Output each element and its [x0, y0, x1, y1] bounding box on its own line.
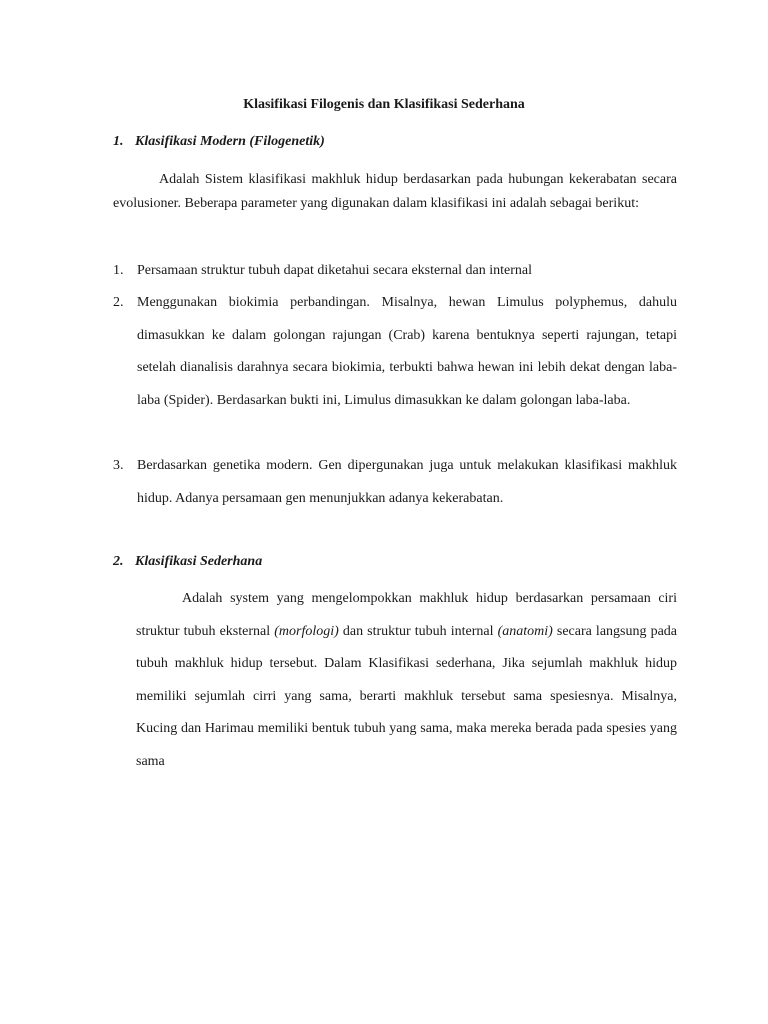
- document-title: Klasifikasi Filogenis dan Klasifikasi Sederhana: [243, 97, 525, 112]
- term-morfologi: (morfologi): [274, 623, 339, 639]
- section-number: 1.: [113, 134, 124, 149]
- paragraph-text: Adalah system yang mengelompokkan makhluk hidup berdasarkan persamaan ciri struktur tubuh eksternal: [136, 591, 677, 639]
- list-item-text: Persamaan struktur tubuh dapat diketahui secara eksternal dan internal: [137, 263, 532, 278]
- section-heading-2: [113, 554, 262, 570]
- list-item-number: 1.: [113, 263, 124, 278]
- list-item-number: 2.: [113, 295, 124, 310]
- paragraph-text: secara langsung pada tubuh makhluk hidup tersebut. Dalam Klasifikasi sederhana, Jika sejumlah makhluk hidup memiliki sejumlah cirri yang sama, berarti makhluk tersebut sama spesiesnya. Misalnya, Kucing dan Harimau memiliki bentuk tubuh yang sama, maka mereka berada pada spesies yang sama: [136, 623, 677, 769]
- list-item-number: 3.: [113, 458, 124, 473]
- list-item-text: Berdasarkan genetika modern. Gen dipergunakan juga untuk melakukan klasifikasi makhluk hidup. Adanya persamaan gen menunjukkan adanya kekerabatan.: [137, 458, 677, 506]
- section1-intro-paragraph: Adalah Sistem klasifikasi makhluk hidup berdasarkan pada hubungan kekerabatan secara evolusioner. Beberapa parameter yang digunakan dalam klasifikasi ini adalah sebagai berikut:: [113, 172, 677, 211]
- section2-paragraph: [136, 583, 677, 779]
- section-heading-1: [113, 134, 325, 150]
- paragraph-text: dan struktur tubuh internal: [338, 623, 498, 639]
- list-item-text: Menggunakan biokimia perbandingan. Misalnya, hewan Limulus polyphemus, dahulu dimasukkan ke dalam golongan rajungan (Crab) karena bentuknya seperti rajungan, tetapi setelah dianalisis darahnya secara biokimia, terbukti bahwa hewan ini lebih dekat dengan laba-laba (Spider). Berdasarkan bukti ini, Limulus dimasukkan ke dalam golongan laba-laba.: [137, 295, 677, 408]
- section-title: Klasifikasi Sederhana: [135, 554, 263, 569]
- section-title: Klasifikasi Modern (Filogenetik): [135, 134, 325, 149]
- term-anatomi: (anatomi): [497, 623, 553, 639]
- section-number: 2.: [113, 554, 124, 569]
